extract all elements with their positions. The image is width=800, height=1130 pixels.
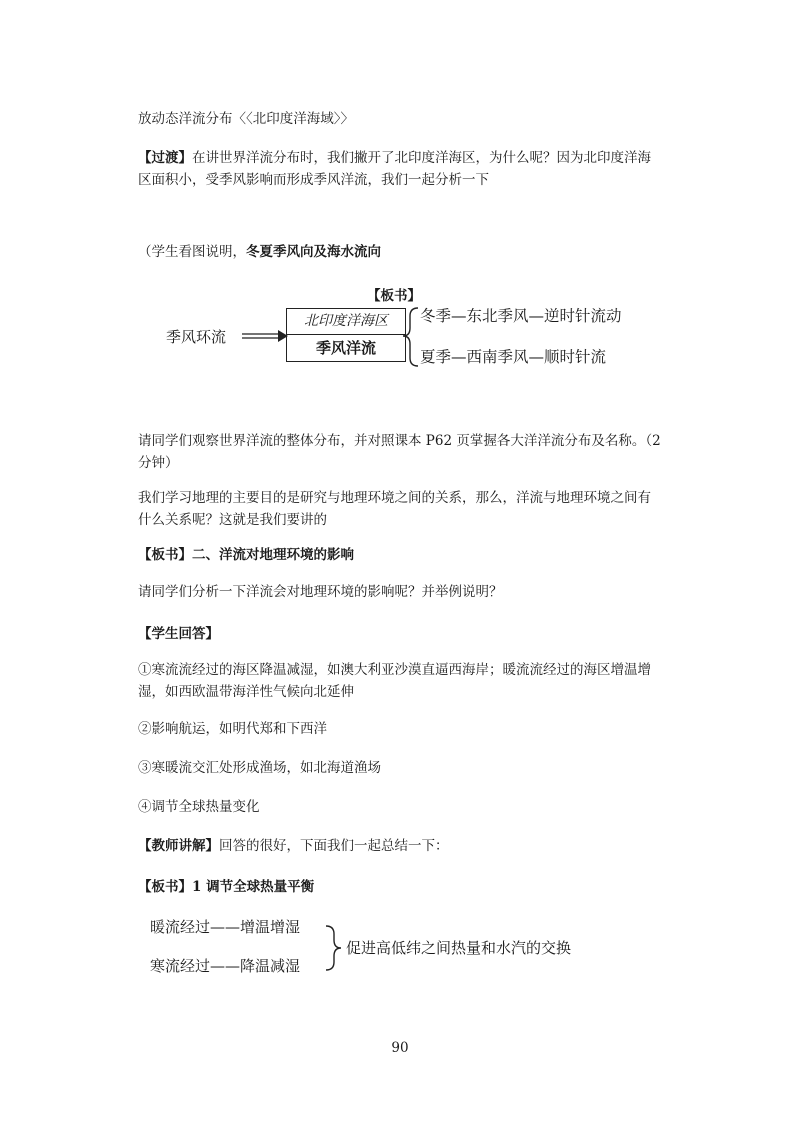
- winter-branch: 冬季—东北季风—逆时针流动: [420, 307, 622, 325]
- monsoon-circulation-label: 季风环流: [166, 328, 227, 346]
- board-title: 【板书】: [367, 288, 421, 304]
- transition-text: 在讲世界洋流分布时，我们撇开了北印度洋海区，为什么呢？因为北印度洋海: [192, 150, 651, 166]
- student-instruction-prefix: （学生看图说明，: [138, 244, 246, 260]
- cold-current-effect: 寒流经过——降温减湿: [150, 957, 301, 975]
- observe-paragraph-line1: 请同学们观察世界洋流的整体分布，并对照课本 P62 页掌握各大洋洋流分布及名称。（2: [138, 433, 661, 449]
- teacher-explanation: [138, 835, 666, 857]
- page-number: 90: [391, 1040, 409, 1056]
- brace-2: [326, 926, 341, 970]
- teacher-explanation-heading: 【教师讲解】: [138, 838, 219, 854]
- exchange-result: 促进高低纬之间热量和水汽的交换: [346, 939, 572, 957]
- student-answer-heading: 【学生回答】: [138, 626, 219, 642]
- board-heading-impact: 【板书】二、洋流对地理环境的影响: [138, 547, 354, 563]
- answer-2: ②影响航运，如明代郑和下西洋: [138, 721, 327, 737]
- observe-paragraph-line2: 分钟）: [138, 455, 179, 471]
- warm-current-effect: 暖流经过——增温增湿: [150, 918, 301, 936]
- summer-branch: 夏季—西南季风—顺时针流: [420, 348, 607, 366]
- answer-1-line2: 湿，如西欧温带海洋性气候向北延伸: [138, 684, 354, 700]
- analysis-question: 请同学们分析一下洋流会对地理环境的影响呢？并举例说明？: [138, 584, 503, 600]
- purpose-paragraph-line2: 什么关系呢？这就是我们要讲的: [138, 512, 327, 528]
- box-region-label: 北印度洋海区: [287, 309, 405, 335]
- transition-paragraph-line2: 区面积小，受季风影响而形成季风洋流，我们一起分析一下: [138, 172, 489, 188]
- student-instruction-bold: 冬夏季风向及海水流向: [246, 244, 381, 260]
- box-current-label: 季风洋流: [315, 339, 376, 357]
- transition-heading: 【过渡】: [138, 150, 192, 166]
- answer-4: ④调节全球热量变化: [138, 799, 260, 815]
- purpose-paragraph-line1: 我们学习地理的主要目的是研究与地理环境之间的关系，那么，洋流与地理环境之间有: [138, 490, 651, 506]
- answer-3: ③寒暖流交汇处形成渔场，如北海道渔场: [138, 760, 381, 776]
- answer-1-line1: ①寒流流经过的海区降温减湿，如澳大利亚沙漠直逼西海岸；暖流流经过的海区增温增: [138, 662, 651, 678]
- board-heading-heat: 【板书】1 调节全球热量平衡: [138, 879, 315, 895]
- intro-line: 放动态洋流分布〈〈北印度洋海域〉〉: [138, 111, 354, 127]
- north-indian-ocean-box: [286, 308, 406, 362]
- teacher-explanation-text: 回答的很好，下面我们一起总结一下：: [219, 838, 449, 854]
